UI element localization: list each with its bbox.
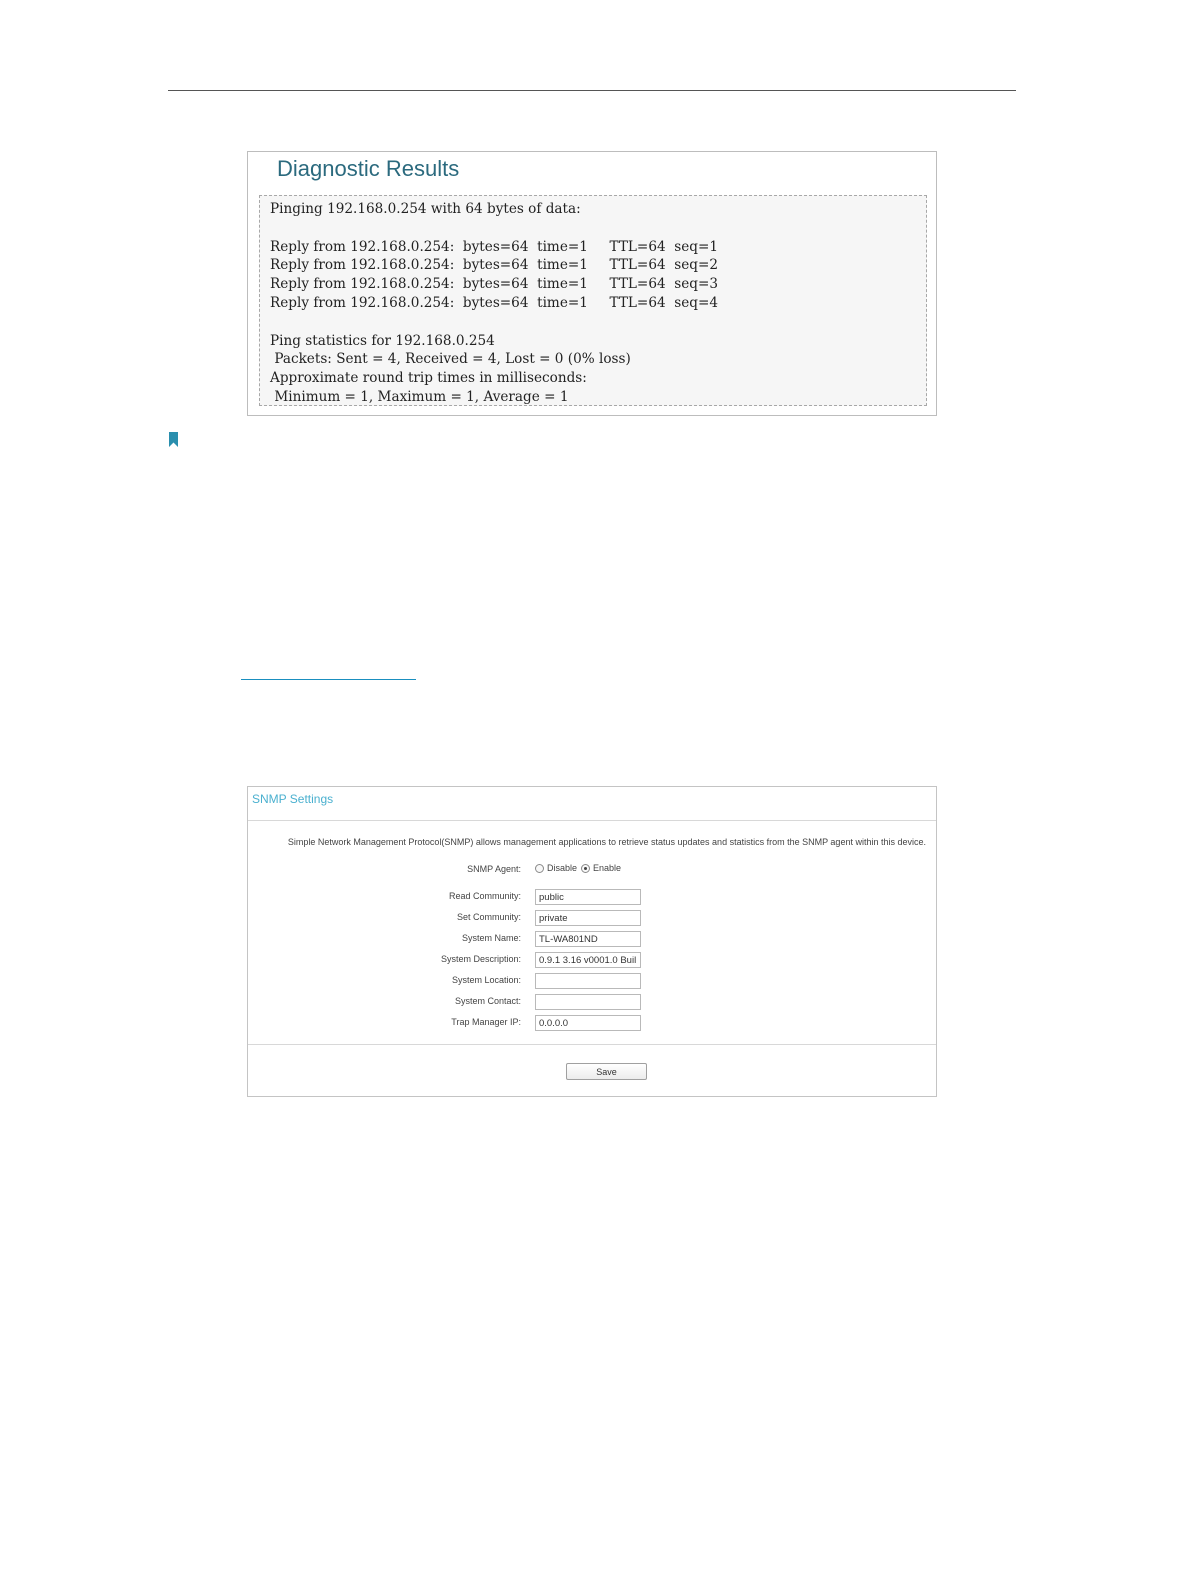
disable-radio-label: Disable bbox=[547, 863, 578, 873]
system-contact-field[interactable] bbox=[535, 994, 641, 1010]
system-description-label: System Description: bbox=[440, 954, 521, 964]
ping-output-line: Reply from 192.168.0.254: bytes=64 time=1 TTL=64 seq=4 bbox=[270, 294, 719, 311]
snmp-settings-title: SNMP Settings bbox=[252, 792, 334, 806]
trap-manager-ip-field[interactable] bbox=[535, 1015, 641, 1031]
snmp-settings-panel bbox=[247, 786, 937, 1097]
ping-output-line: Approximate round trip times in milliseconds: bbox=[270, 370, 587, 387]
system-description-field[interactable] bbox=[535, 952, 641, 968]
ping-output-line: Packets: Sent = 4, Received = 4, Lost = 0 (0% loss) bbox=[270, 351, 631, 368]
set-community-row bbox=[248, 910, 936, 926]
enable-radio-label: Enable bbox=[593, 863, 622, 873]
link-underline[interactable] bbox=[241, 679, 416, 680]
enable-radio[interactable] bbox=[581, 864, 590, 873]
ping-output-line: Pinging 192.168.0.254 with 64 bytes of data: bbox=[270, 201, 581, 217]
snmp-agent-label: SNMP Agent: bbox=[467, 864, 521, 874]
ping-output-lines bbox=[270, 200, 718, 406]
system-location-label: System Location: bbox=[451, 975, 521, 985]
header-rule bbox=[168, 90, 1016, 91]
ping-output-line: Reply from 192.168.0.254: bytes=64 time=1 TTL=64 seq=1 bbox=[270, 238, 719, 255]
trap-manager-ip-row bbox=[248, 1015, 936, 1031]
set-community-label: Set Community: bbox=[456, 912, 521, 922]
snmp-agent-row bbox=[248, 862, 936, 878]
read-community-row bbox=[248, 889, 936, 905]
divider bbox=[248, 1044, 936, 1045]
ping-output-line: Reply from 192.168.0.254: bytes=64 time=1 TTL=64 seq=2 bbox=[270, 257, 719, 274]
ping-output-line: Ping statistics for 192.168.0.254 bbox=[270, 332, 495, 349]
system-name-label: System Name: bbox=[461, 933, 521, 943]
system-name-field[interactable] bbox=[535, 931, 641, 947]
set-community-field[interactable] bbox=[535, 910, 641, 926]
ping-output-line bbox=[270, 313, 718, 332]
system-description-row bbox=[248, 952, 936, 968]
ping-output-line: Reply from 192.168.0.254: bytes=64 time=1 TTL=64 seq=3 bbox=[270, 276, 719, 293]
system-name-row bbox=[248, 931, 936, 947]
disable-radio[interactable] bbox=[535, 864, 544, 873]
system-contact-label: System Contact: bbox=[454, 996, 521, 1006]
snmp-agent-radio-group bbox=[535, 863, 625, 873]
bookmark-icon bbox=[169, 432, 178, 447]
system-contact-row bbox=[248, 994, 936, 1010]
ping-output-line bbox=[270, 219, 718, 238]
diagnostic-results-panel bbox=[247, 151, 937, 416]
snmp-description: Simple Network Management Protocol(SNMP) allows management applications to retrieve status updates and statistics from the SNMP agent within this device. bbox=[287, 837, 926, 847]
system-location-field[interactable] bbox=[535, 973, 641, 989]
ping-output-line: Minimum = 1, Maximum = 1, Average = 1 bbox=[270, 388, 569, 405]
diagnostic-results-title: Diagnostic Results bbox=[277, 156, 460, 181]
read-community-field[interactable] bbox=[535, 889, 641, 905]
read-community-label: Read Community: bbox=[448, 891, 521, 901]
system-location-row bbox=[248, 973, 936, 989]
trap-manager-ip-label: Trap Manager IP: bbox=[451, 1017, 521, 1027]
divider bbox=[248, 820, 936, 821]
ping-output-box bbox=[259, 195, 927, 406]
save-button[interactable]: Save bbox=[566, 1063, 647, 1080]
